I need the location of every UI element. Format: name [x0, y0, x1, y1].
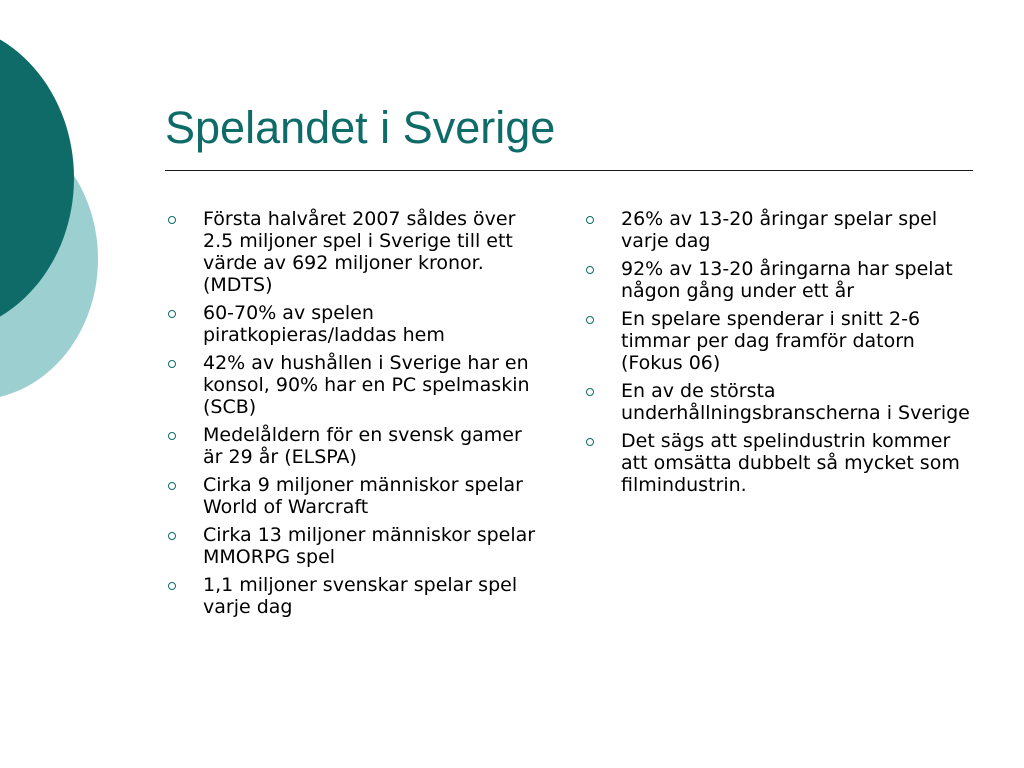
bullet-text: Medelåldern för en svensk gamer är 29 år (ELSPA) [203, 424, 522, 468]
bullet-text: Cirka 13 miljoner människor spelar MMORPG spel [203, 524, 536, 568]
hollow-circle-bullet-icon [168, 532, 176, 540]
hollow-circle-bullet-icon [586, 216, 594, 224]
hollow-circle-bullet-icon [168, 216, 176, 224]
bullet-item [165, 302, 545, 346]
bullet-item [583, 430, 973, 496]
bullet-item [165, 208, 545, 296]
bullet-text: 26% av 13-20 åringar spelar spel varje dag [621, 208, 938, 252]
bullet-text: En spelare spenderar i snitt 2-6 timmar per dag framför datorn (Fokus 06) [621, 308, 921, 374]
hollow-circle-bullet-icon [586, 438, 594, 446]
bullet-text: 42% av hushållen i Sverige har en konsol, 90% har en PC spelmaskin (SCB) [203, 352, 530, 418]
bullet-item [165, 574, 545, 618]
hollow-circle-bullet-icon [586, 266, 594, 274]
bullet-item [583, 308, 973, 374]
bullet-text: Cirka 9 miljoner människor spelar World of Warcraft [203, 474, 523, 518]
bullet-text: En av de största underhållningsbranscherna i Sverige [621, 380, 970, 424]
hollow-circle-bullet-icon [168, 360, 176, 368]
bullet-text: 60-70% av spelen piratkopieras/laddas hem [203, 302, 445, 346]
bullet-text: Första halvåret 2007 såldes över 2.5 miljoner spel i Sverige till ett värde av 692 miljoner kronor. (MDTS) [203, 208, 516, 296]
bullet-item [583, 208, 973, 252]
hollow-circle-bullet-icon [168, 432, 176, 440]
bullet-item [165, 424, 545, 468]
left-bullet-list [165, 208, 545, 624]
hollow-circle-bullet-icon [168, 310, 176, 318]
bullet-text: Det sägs att spelindustrin kommer att omsätta dubbelt så mycket som filmindustrin. [621, 430, 960, 496]
bullet-item [583, 258, 973, 302]
hollow-circle-bullet-icon [168, 482, 176, 490]
bullet-text: 92% av 13-20 åringarna har spelat någon gång under ett år [621, 258, 953, 302]
title-divider [165, 170, 973, 171]
bullet-text: 1,1 miljoner svenskar spelar spel varje dag [203, 574, 518, 618]
bullet-item [165, 352, 545, 418]
hollow-circle-bullet-icon [586, 316, 594, 324]
bullet-item [165, 474, 545, 518]
hollow-circle-bullet-icon [168, 582, 176, 590]
bullet-item [165, 524, 545, 568]
slide-title: Spelandet i Sverige [165, 102, 556, 153]
bullet-item [583, 380, 973, 424]
right-bullet-list [583, 208, 973, 502]
hollow-circle-bullet-icon [586, 388, 594, 396]
